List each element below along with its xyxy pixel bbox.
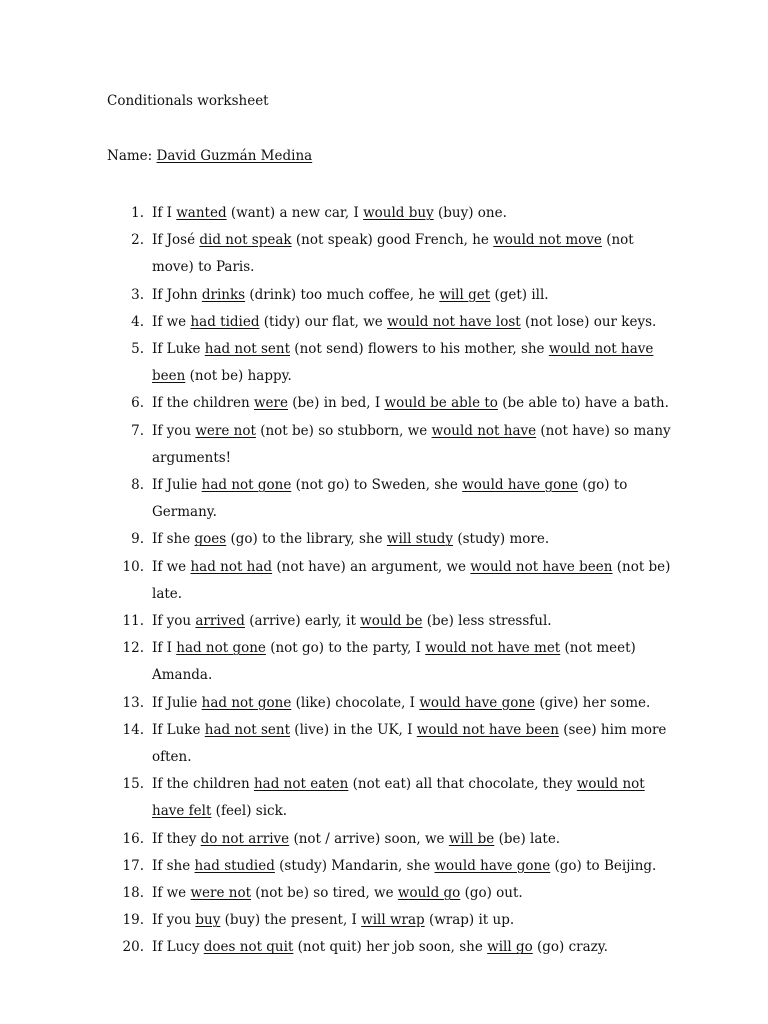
prompt-text: If the children [152,776,254,793]
prompt-text: (not quit) her job soon, she [293,939,488,956]
item-sentence [152,885,523,901]
answer-text: wanted [176,205,227,221]
list-item [0,418,672,472]
answer-text: would go [397,885,461,902]
prompt-text: If Luke [152,721,205,738]
list-item [0,390,672,417]
item-sentence [152,831,560,847]
item-number: 10. [122,558,144,575]
item-number: 18. [122,885,144,902]
prompt-text: If Lucy [152,939,204,956]
answer-text: would be able to [384,395,498,412]
prompt-text: If Luke [152,341,205,358]
list-item [0,771,672,825]
answer-text: had studied [194,857,275,874]
item-number: 2. [131,232,144,249]
item-sentence [152,695,650,711]
list-item [0,907,672,934]
name-label: Name: [107,148,153,164]
list-item [0,934,672,961]
prompt-text: If José [152,232,200,249]
prompt-text: (tidy) our flat, we [259,313,388,330]
answer-text: will get [439,286,491,303]
item-number: 12. [122,640,144,657]
prompt-text: (wrap) it up. [424,912,515,929]
item-sentence [152,858,656,874]
item-number: 9. [131,531,144,548]
prompt-text: (not speak) good French, he [291,232,494,249]
prompt-text: (not move) to Paris. [152,232,634,276]
prompt-text: (not send) flowers to his mother, she [290,341,549,358]
document-title: Conditionals worksheet [107,93,269,109]
item-sentence [152,232,634,275]
prompt-text: If I [152,205,177,221]
prompt-text: If John [152,286,202,303]
item-number: 8. [131,477,144,494]
list-item [0,635,672,689]
prompt-text: (go) crazy. [532,939,608,956]
prompt-text: (live) in the UK, I [290,721,417,738]
prompt-text: If I [152,640,177,657]
answer-text: would have gone [434,857,551,874]
answer-text: would have gone [462,477,578,494]
answer-text: would not have been [470,558,613,575]
prompt-text: (arrive) early, it [244,613,361,630]
list-item [0,336,672,390]
answer-text: had not gone [176,640,266,657]
prompt-text: (be able to) have a bath. [497,395,669,412]
list-item [0,690,672,717]
list-item [0,282,672,309]
answer-text: would have gone [419,694,536,711]
prompt-text: (not go) to the party, I [265,640,426,657]
item-number: 16. [122,830,144,847]
answer-text: had not eaten [253,776,349,793]
item-sentence [152,477,627,520]
prompt-text: (be) less stressful. [422,613,552,630]
answer-text: would not have lost [387,313,521,330]
list-item [0,309,672,336]
prompt-text: (not go) to Sweden, she [291,477,463,494]
prompt-text: If Julie [152,694,202,711]
prompt-text: (go) out. [460,885,523,902]
answer-text: were not [190,885,251,902]
answer-text: would buy [363,205,434,221]
item-sentence [152,205,507,221]
answer-text: had not sent [204,341,291,358]
answer-text: had tidied [190,313,260,330]
prompt-text: If they [152,830,201,847]
prompt-text: (like) chocolate, I [291,694,420,711]
prompt-text: (be) late. [494,830,561,847]
prompt-text: If we [152,313,191,330]
item-sentence [152,640,636,683]
prompt-text: (go) to Germany. [152,477,628,521]
answer-text: would not move [493,232,602,249]
item-number: 17. [122,857,144,874]
list-item [0,717,672,771]
prompt-text: If you [152,912,196,929]
item-number: 4. [131,313,144,330]
answer-text: would not have met [425,640,561,657]
prompt-text: (see) him more often. [152,721,667,766]
prompt-text: If you [152,613,196,630]
prompt-text: (not have) so many arguments! [152,422,671,466]
list-item [0,608,672,635]
item-sentence [152,722,666,765]
prompt-text: (want) a new car, I [226,205,364,221]
prompt-text: (study) Mandarin, she [274,857,435,874]
prompt-text: (not / arrive) soon, we [289,830,449,847]
list-item [0,200,672,227]
exercise-list [0,200,768,962]
list-item [0,526,672,553]
item-sentence [152,776,645,819]
item-number: 13. [122,694,144,711]
answer-text: will study [386,531,454,548]
item-number: 1. [131,205,144,221]
item-sentence [152,939,608,955]
list-item [0,853,672,880]
item-number: 5. [131,341,144,358]
item-sentence [152,395,669,411]
item-sentence [152,613,552,629]
list-item [0,472,672,526]
prompt-text: (buy) the present, I [220,912,362,929]
prompt-text: If the children [152,395,254,412]
item-sentence [152,314,656,330]
answer-text: had not sent [204,721,291,738]
answer-text: were [253,395,288,412]
prompt-text: If we [152,885,191,902]
answer-text: had not gone [201,694,292,711]
answer-text: arrived [195,613,245,630]
prompt-text: (be) in bed, I [287,395,385,412]
prompt-text: If we [152,558,191,575]
prompt-text: If she [152,857,195,874]
item-number: 7. [131,422,144,439]
answer-text: would be [360,613,423,630]
answer-text: goes [194,531,227,548]
prompt-text: (not have) an argument, we [272,558,471,575]
answer-text: were not [195,422,256,439]
prompt-text: If she [152,531,195,548]
prompt-text: (go) to Beijing. [550,857,657,874]
name-line [107,146,312,166]
answer-text: does not quit [203,939,294,956]
answer-text: will be [448,830,495,847]
list-item [0,227,672,281]
list-item [0,826,672,853]
prompt-text: (go) to the library, she [226,531,387,548]
answer-text: do not arrive [200,830,290,847]
prompt-text: (not lose) our keys. [520,313,657,330]
answer-text: buy [195,912,221,929]
item-number: 20. [122,939,144,956]
answer-text: did not speak [199,232,292,249]
prompt-text: (feel) sick. [211,803,288,820]
answer-text: would not have [431,422,537,439]
item-sentence [152,559,670,602]
prompt-text: (not be) happy. [185,368,292,385]
prompt-text: If you [152,422,196,439]
item-number: 6. [131,395,144,412]
prompt-text: (drink) too much coffee, he [245,286,440,303]
prompt-text: If Julie [152,477,202,494]
prompt-text: (get) ill. [490,286,549,303]
answer-text: had not had [190,558,273,575]
item-sentence [152,912,514,928]
prompt-text: (buy) one. [433,205,507,221]
prompt-text: (not eat) all that chocolate, they [348,776,577,793]
item-sentence [152,531,549,547]
list-item [0,880,672,907]
item-number: 19. [122,912,144,929]
name-value: David Guzmán Medina [156,148,313,164]
prompt-text: (not meet) Amanda. [152,640,636,684]
prompt-text: (study) more. [453,531,550,548]
answer-text: would not have been [416,721,559,738]
answer-text: would not have been [152,341,654,385]
item-number: 15. [122,776,144,793]
item-sentence [152,423,671,466]
list-item [0,554,672,608]
item-sentence [152,287,549,303]
item-sentence [152,341,653,384]
answer-text: would not have felt [152,776,645,820]
answer-text: will wrap [361,912,425,929]
prompt-text: (give) her some. [535,694,651,711]
item-number: 3. [131,286,144,303]
item-number: 14. [122,721,144,738]
answer-text: will go [487,939,533,956]
prompt-text: (not be) so tired, we [251,885,398,902]
answer-text: drinks [201,286,246,303]
prompt-text: (not be) late. [152,558,671,602]
item-number: 11. [122,613,144,630]
prompt-text: (not be) so stubborn, we [255,422,432,439]
answer-text: had not gone [201,477,292,494]
